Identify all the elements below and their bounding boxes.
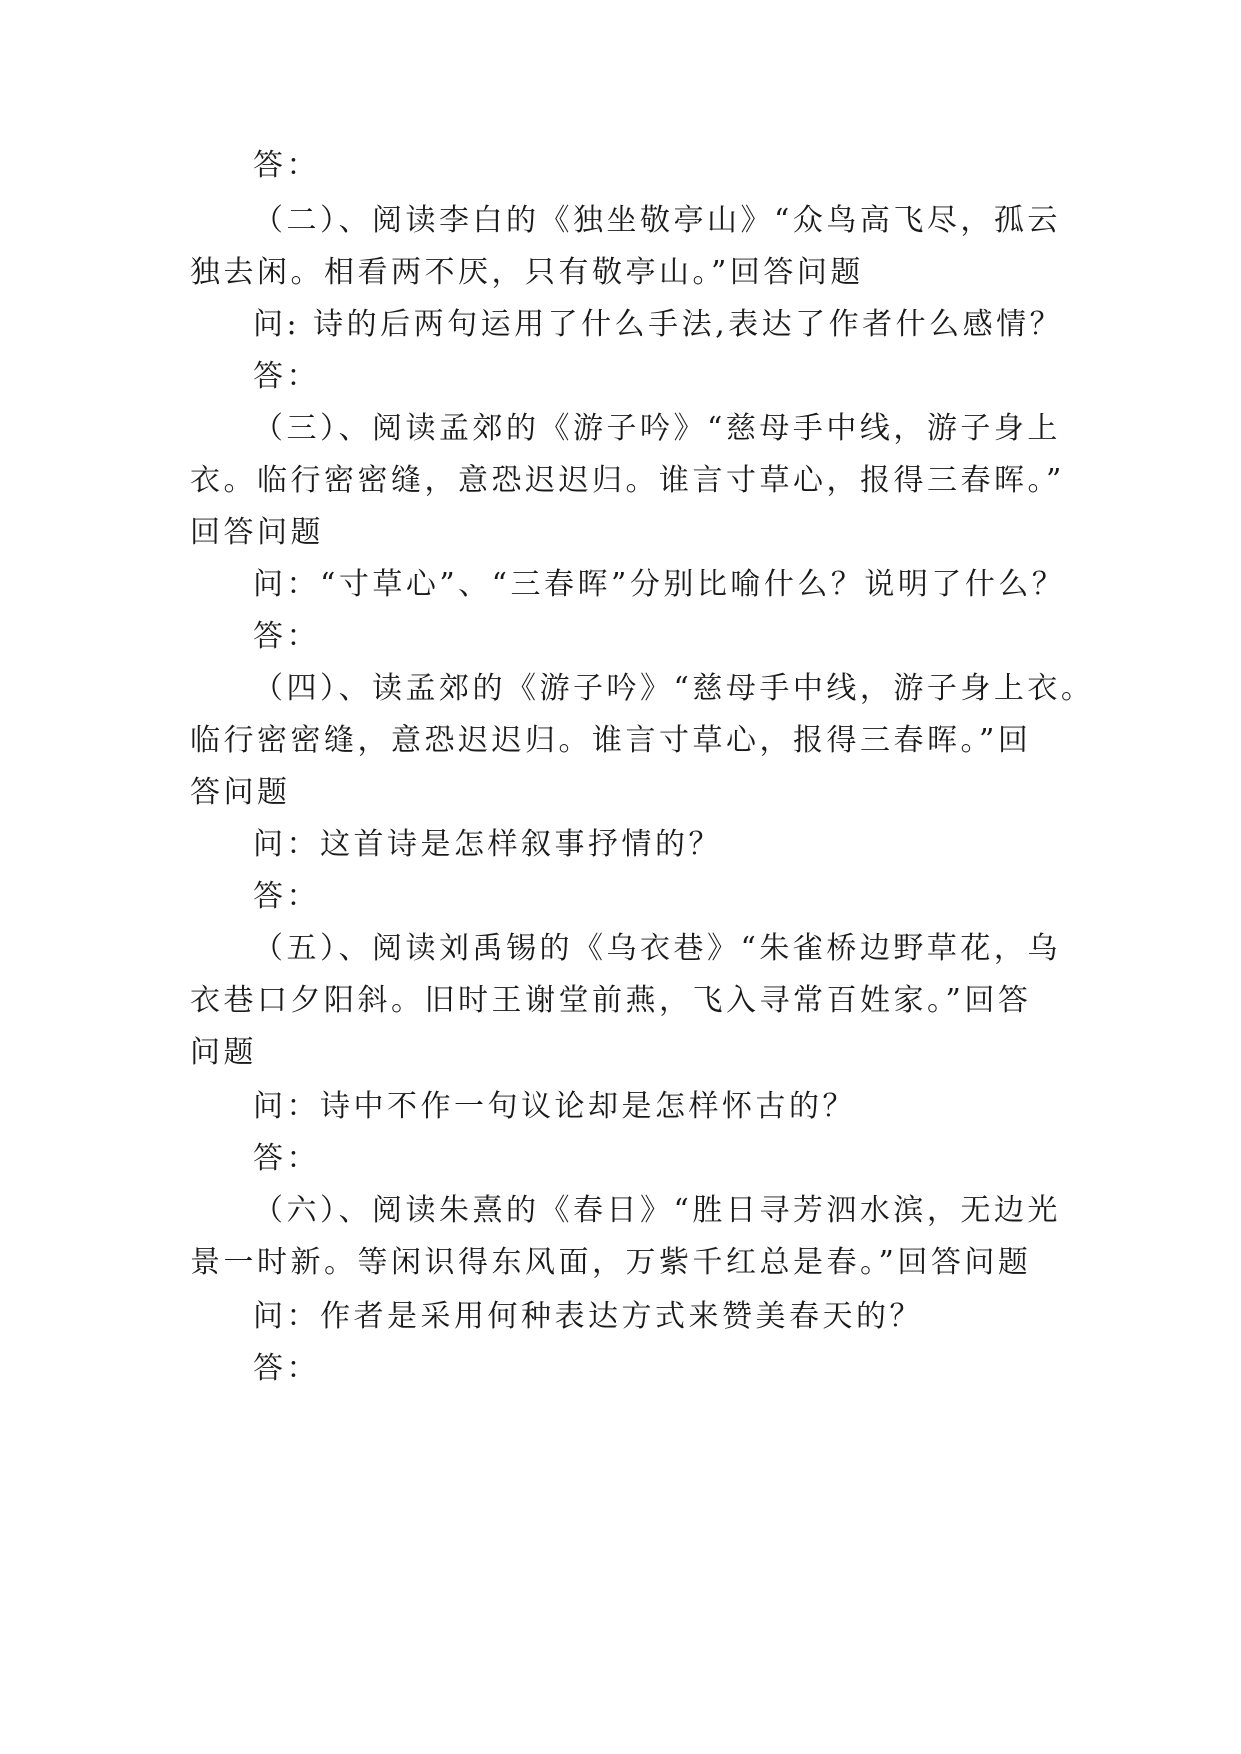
section-heading-line: （三）、阅读孟郊的《游子吟》“慈母手中线，游子身上 xyxy=(253,411,1061,446)
question-line: 问：作者是采用何种表达方式来赞美春天的？ xyxy=(253,1299,923,1334)
section-heading-line: 问题 xyxy=(190,1035,257,1070)
section-heading-line: 独去闲。相看两不厌，只有敬亭山。”回答问题 xyxy=(190,255,864,290)
question-line: 问: 诗的后两句运用了什么手法,表达了作者什么感情？ xyxy=(253,307,1064,342)
answer-line: 答： xyxy=(253,1141,320,1176)
section-heading-line: （二）、阅读李白的《独坐敬亭山》“众鸟高飞尽，孤云 xyxy=(253,203,1061,238)
section-heading-line: 答问题 xyxy=(190,775,291,810)
answer-line: 答： xyxy=(253,359,320,394)
answer-line: 答： xyxy=(253,1351,320,1386)
section-heading-line: 衣。临行密密缝，意恐迟迟归。谁言寸草心，报得三春晖。” xyxy=(190,463,1065,498)
section-heading-line: （五）、阅读刘禹锡的《乌衣巷》“朱雀桥边野草花，乌 xyxy=(253,931,1061,966)
section-heading-line: 临行密密缝，意恐迟迟归。谁言寸草心，报得三春晖。”回 xyxy=(190,723,1032,758)
question-line: 问：“寸草心”、“三春晖”分别比喻什么？说明了什么？ xyxy=(253,567,1066,602)
answer-line: 答： xyxy=(253,148,320,183)
question-line: 问：诗中不作一句议论却是怎样怀古的？ xyxy=(253,1089,856,1124)
section-heading-line: （六）、阅读朱熹的《春日》“胜日寻芳泗水滨，无边光 xyxy=(253,1193,1061,1228)
section-heading-line: 回答问题 xyxy=(190,515,324,550)
section-heading-line: （四）、读孟郊的《游子吟》“慈母手中线，游子身上衣。 xyxy=(253,671,1095,706)
answer-line: 答： xyxy=(253,619,320,654)
section-heading-line: 衣巷口夕阳斜。旧时王谢堂前燕，飞入寻常百姓家。”回答 xyxy=(190,983,1032,1018)
section-heading-line: 景一时新。等闲识得东风面，万紫千红总是春。”回答问题 xyxy=(190,1245,1032,1280)
answer-line: 答： xyxy=(253,879,320,914)
question-line: 问：这首诗是怎样叙事抒情的？ xyxy=(253,827,722,862)
